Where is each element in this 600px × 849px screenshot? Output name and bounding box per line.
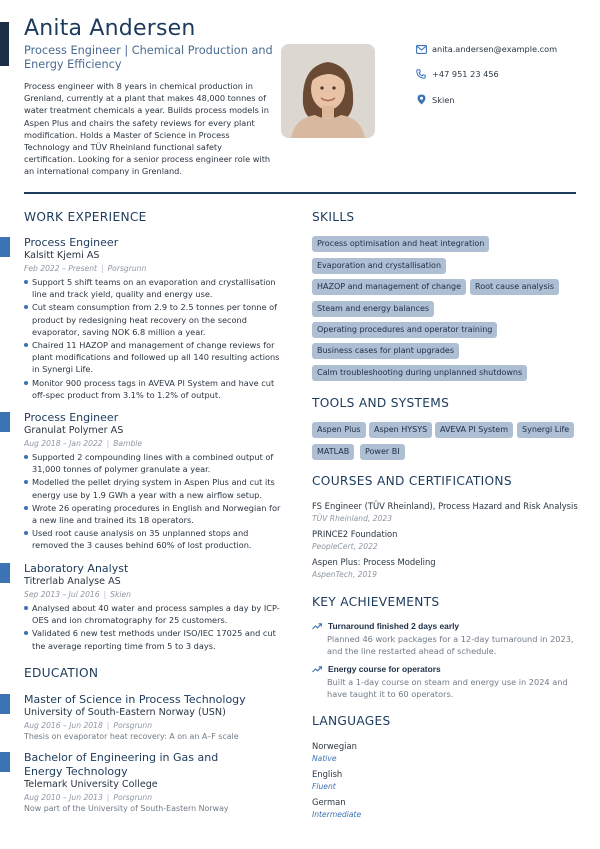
job-bullet: Validated 6 new test methods under ISO/IEC 17025 and cut the average reporting time from 5 to 3 days. [24, 627, 282, 651]
profile-photo [281, 44, 375, 138]
job-bullet: Support 5 shift teams on an evaporation and crystallisation line and track yield, quality and energy use. [24, 276, 282, 300]
language-level: Native [312, 754, 337, 763]
job-title: Process Engineer [24, 411, 119, 424]
job-title: Laboratory Analyst [24, 562, 129, 575]
job-bullets [24, 451, 282, 553]
cert-meta: PeopleCert, 2022 [312, 542, 378, 551]
contact-phone[interactable] [414, 69, 499, 79]
achievement-title-text: Turnaround finished 2 days early [328, 621, 460, 631]
job-bullet: Supported 2 compounding lines with a combined output of 31,000 tonnes of polymer granulate a year. [24, 451, 282, 475]
cert-meta: AspenTech, 2019 [312, 570, 377, 579]
job-dates: Sep 2013 – Jul 2016 [24, 590, 100, 599]
achievement-desc: Planned 46 work packages for a 12-day turnaround in 2023, and the line restarted ahead of schedule. [327, 634, 574, 657]
education-note: Thesis on evaporator heat recovery: A on an A–F scale [24, 732, 239, 741]
language-level: Fluent [312, 782, 336, 791]
job-bullet: Used root cause analysis on 35 unplanned stops and removed the 3 causes behind 60% of lost production. [24, 527, 282, 551]
skill-tag: Evaporation and crystallisation [312, 258, 446, 274]
cert-name: Aspen Plus: Process Modeling [312, 557, 436, 567]
phone-icon [414, 69, 428, 79]
education-school: Telemark University College [24, 779, 158, 790]
skill-tag: Process optimisation and heat integration [312, 236, 489, 252]
trending-up-icon [312, 666, 322, 673]
section-title-achievements: KEY ACHIEVEMENTS [312, 595, 440, 609]
education-degree: Master of Science in Process Technology [24, 693, 246, 706]
language-name: Norwegian [312, 741, 357, 751]
job-bullet: Wrote 26 operating procedures in English and Norwegian for a new line and trained its 18 operators. [24, 502, 282, 526]
cert-name: FS Engineer (TÜV Rheinland), Process Hazard and Risk Analysis [312, 501, 578, 511]
trending-up-icon [312, 623, 322, 630]
tool-tag: Synergi Life [517, 422, 574, 438]
education-accent-bar [0, 752, 10, 772]
job-bullet: Chaired 11 HAZOP and management of change reviews for plant modifications and followed up all 140 resulting actions in Synergi Life. [24, 339, 282, 376]
job-company: Titrerlab Analyse AS [24, 576, 121, 587]
map-pin-icon [414, 94, 428, 105]
job-bullets [24, 276, 282, 402]
section-title-skills: SKILLS [312, 210, 355, 224]
achievement-title [312, 621, 459, 631]
language-name: German [312, 797, 346, 807]
contact-email[interactable] [414, 44, 557, 54]
job-location: Skien [110, 590, 131, 599]
location-text: Skien [432, 94, 455, 105]
tool-tag: AVEVA PI System [435, 422, 513, 438]
achievement-desc: Built a 1-day course on steam and energy use in 2024 and have taught it to 60 operators. [327, 677, 568, 700]
education-note: Now part of the University of South-Eastern Norway [24, 804, 229, 813]
section-title-work: WORK EXPERIENCE [24, 210, 147, 224]
contact-location [414, 94, 454, 105]
education-accent-bar [0, 694, 10, 714]
skill-tag: Steam and energy balances [312, 301, 434, 317]
education-meta: Aug 2010 – Jun 2013 | Porsgrunn [24, 793, 153, 802]
cert-meta: TÜV Rheinland, 2023 [312, 514, 393, 523]
section-title-languages: LANGUAGES [312, 714, 391, 728]
tool-tag: Aspen Plus [312, 422, 366, 438]
achievement-title-text: Energy course for operators [328, 664, 441, 674]
skill-tag: Root cause analysis [470, 279, 559, 295]
language-name: English [312, 769, 343, 779]
education-degree: Bachelor of Engineering in Gas and Energy Technology [24, 751, 219, 778]
job-company: Kalsitt Kjemi AS [24, 250, 100, 261]
section-title-courses: COURSES AND CERTIFICATIONS [312, 474, 512, 488]
skill-tag: Business cases for plant upgrades [312, 343, 459, 359]
tool-tag: MATLAB [312, 444, 354, 460]
header-divider [24, 192, 576, 194]
job-company: Granulat Polymer AS [24, 425, 124, 436]
section-title-tools: TOOLS AND SYSTEMS [312, 396, 450, 410]
job-meta: Sep 2013 – Jul 2016 | Skien [24, 590, 131, 599]
job-dates: Feb 2022 – Present [24, 264, 98, 273]
job-bullet: Cut steam consumption from 2.9 to 2.5 tonnes per tonne of product by redesigning heat recovery on the second evaporator, saving NOK 6.8 million a year. [24, 301, 282, 338]
job-dates: Aug 2018 – Jan 2022 [24, 439, 103, 448]
job-accent-bar [0, 237, 10, 257]
job-location: Bamble [113, 439, 143, 448]
skill-tag: Operating procedures and operator training [312, 322, 497, 338]
candidate-subtitle: Process Engineer | Chemical Production and Energy Efficiency [24, 44, 273, 71]
education-dates: Aug 2016 – Jun 2018 [24, 721, 103, 730]
tool-tag: Power BI [360, 444, 405, 460]
profile-summary: Process engineer with 8 years in chemical production in Grenland, currently at a plant that makes 48,000 tonnes of water treatment chemicals a year. Builds process models in Aspen Plus and chairs the safety reviews for every plant modification. Holds a Master of Science in Process Technology and TÜV Rheinland functional safety certification. Looking for a senior process engineer role with an international company in Grenland. [24, 81, 271, 177]
phone-text: +47 951 23 456 [432, 69, 499, 79]
section-title-education: EDUCATION [24, 666, 99, 680]
job-bullet: Modelled the pellet drying system in Aspen Plus and cut its energy use by 1.9 GWh a year with a new airflow setup. [24, 476, 282, 500]
cert-name: PRINCE2 Foundation [312, 529, 398, 539]
skill-tag: HAZOP and management of change [312, 279, 466, 295]
job-location: Porsgrunn [107, 264, 147, 273]
envelope-icon [414, 45, 428, 54]
skill-tag: Calm troubleshooting during unplanned shutdowns [312, 365, 527, 381]
candidate-name: Anita Andersen [24, 16, 196, 41]
job-bullet: Monitor 900 process tags in AVEVA PI System and have cut off-spec product from 3.1% to 1.2% of output. [24, 377, 282, 401]
job-accent-bar [0, 412, 10, 432]
education-location: Porsgrunn [113, 721, 153, 730]
email-text: anita.andersen@example.com [432, 44, 558, 54]
job-accent-bar [0, 563, 10, 583]
header-accent-bar [0, 22, 9, 66]
job-title: Process Engineer [24, 236, 119, 249]
job-bullets [24, 602, 282, 653]
job-bullet: Analysed about 40 water and process samples a day by ICP-OES and ion chromatography for 25 customers. [24, 602, 282, 626]
language-level: Intermediate [312, 810, 362, 819]
tool-tag: Aspen HYSYS [369, 422, 432, 438]
education-meta: Aug 2016 – Jun 2018 | Porsgrunn [24, 721, 153, 730]
education-school: University of South-Eastern Norway (USN) [24, 707, 226, 718]
job-meta: Feb 2022 – Present | Porsgrunn [24, 264, 147, 273]
education-dates: Aug 2010 – Jun 2013 [24, 793, 103, 802]
achievement-title [312, 664, 441, 674]
education-location: Porsgrunn [113, 793, 153, 802]
job-meta: Aug 2018 – Jan 2022 | Bamble [24, 439, 143, 448]
